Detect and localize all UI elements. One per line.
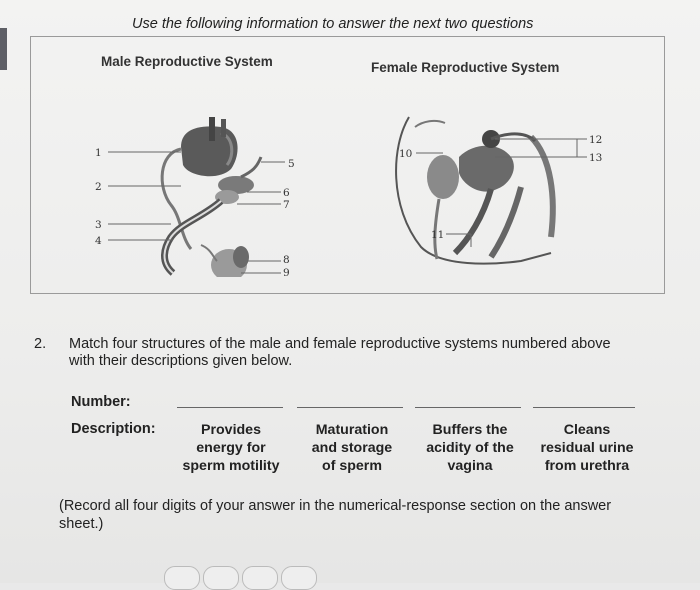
page-edge-shadow	[0, 28, 7, 70]
male-label-4: 4	[95, 235, 102, 247]
female-label-11: 11	[431, 229, 445, 241]
male-system-title: Male Reproductive System	[101, 54, 273, 69]
answer-blank-3[interactable]	[415, 407, 521, 408]
description-2: Maturation and storage of sperm	[311, 422, 393, 474]
figure-box	[30, 36, 665, 294]
female-system-title: Female Reproductive System	[371, 60, 560, 75]
male-label-9: 9	[283, 267, 290, 277]
question-text: Match four structures of the male and female reproductive systems numbered above with their descriptions given below.	[69, 336, 611, 369]
male-label-5: 5	[288, 158, 295, 170]
male-label-3: 3	[95, 219, 102, 231]
male-label-7: 7	[283, 199, 290, 211]
female-label-10: 10	[399, 148, 413, 160]
answer-blank-4[interactable]	[533, 407, 635, 408]
male-reproductive-diagram	[31, 77, 331, 277]
response-bubble-4[interactable]	[281, 566, 317, 590]
female-reproductive-diagram	[351, 77, 611, 277]
description-row-label: Description:	[71, 421, 156, 437]
male-label-2: 2	[95, 181, 102, 193]
description-4: Cleans residual urine from urethra	[540, 422, 634, 474]
response-bubble-1[interactable]	[164, 566, 200, 590]
male-label-6: 6	[283, 187, 290, 199]
number-row-label: Number:	[71, 394, 131, 410]
numerical-response-bubbles	[164, 566, 317, 590]
question-number: 2.	[34, 336, 47, 352]
response-bubble-2[interactable]	[203, 566, 239, 590]
answer-blank-1[interactable]	[177, 407, 283, 408]
male-label-1: 1	[95, 147, 102, 159]
description-3: Buffers the acidity of the vagina	[426, 422, 514, 474]
female-label-13: 13	[589, 152, 603, 164]
female-label-12: 12	[589, 134, 603, 146]
male-label-8: 8	[283, 254, 290, 266]
response-bubble-3[interactable]	[242, 566, 278, 590]
record-instruction: (Record all four digits of your answer in the numerical-response section on the answer sheet.)	[59, 498, 612, 532]
description-1: Provides energy for sperm motility	[182, 422, 280, 474]
answer-blank-2[interactable]	[297, 407, 403, 408]
intro-instruction: Use the following information to answer the next two questions	[132, 16, 534, 32]
